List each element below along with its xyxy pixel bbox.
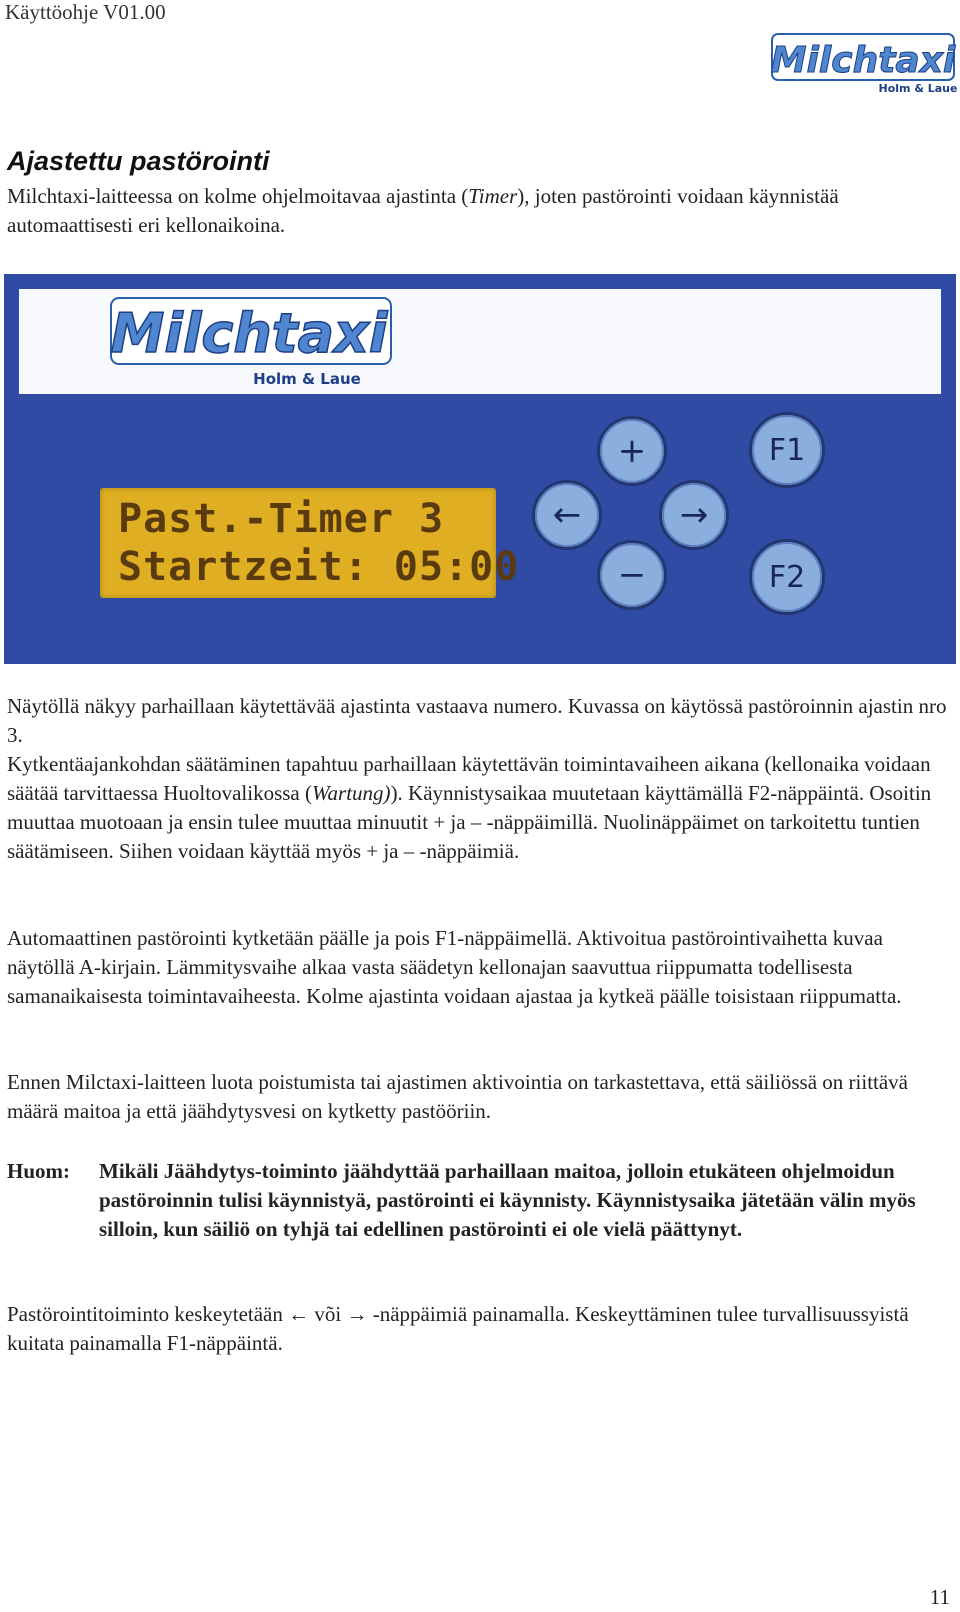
milchtaxi-logo [768,28,958,98]
intro-paragraph: Milchtaxi-laitteessa on kolme ohjelmoitavaa ajastinta (Timer), joten pastörointi voidaan käynnistää automaattisesti eri kellonaikoina. [7,184,839,237]
paragraph-automatic: Automaattinen pastörointi kytketään päälle ja pois F1-näppäimellä. Aktivoitua pastörointivaihetta kuvaa näytöllä A-kirjain. Lämmitysvaihe alkaa vasta säädetyn kellonajan saavuttua riippumatta todellisesta samanaikaisesta toimintavaiheesta. Kolme ajastinta voidaan ajastaa ja kytkeä päälle toisistaan riippumatta. [7,926,902,1008]
lcd-line-2: Startzeit: 05:00 [118,544,520,590]
left-arrow-button[interactable]: ← [532,480,602,550]
paragraph-adjust-time: Kytkentäajankohdan säätäminen tapahtuu parhaillaan käytettävän toimintavaiheen aikana (kellonaika voidaan säätää tarvittaessa Huoltovalikossa (Wartung)). Käynnistysaikaa muutetaan käyttämällä F2-näppäintä. Osoitin muuttaa muotoaan ja ensin tulee muuttaa minuutit + ja – -näppäimillä. Nuolinäppäimet on tarkoitettu tuntien säätämiseen. Siihen voidaan käyttää myös + ja – -näppäimiä. [7,752,932,863]
paragraph-interrupt: Pastörointitoiminto keskeytetään ← või → -näppäimiä painamalla. Keskeyttäminen tulee turvallisuussyistä kuitata painamalla F1-näppäintä. [7,1302,909,1355]
f2-button[interactable]: F2 [749,539,825,615]
note-text: Mikäli Jäähdytys-toiminto jäähdyttää parhaillaan maitoa, jolloin etukäteen ohjelmoidun pastöroinnin tulisi käynnistyä, pastörointi ei käynnisty. Käynnistysaika jätetään välin myös silloin, kun säiliö on tyhjä tai edellinen pastörointi ei ole vielä päättynyt. [99,1159,916,1241]
note-label: Huom: [7,1159,70,1183]
panel-milchtaxi-logo [107,292,397,390]
svg-text:Milchtaxi: Milchtaxi [770,40,956,81]
svg-text:Holm & Laue: Holm & Laue [253,370,361,388]
right-arrow-button[interactable]: → [659,480,729,550]
document-header-title: Käyttöohje V01.00 [5,0,166,24]
lcd-display [100,488,520,598]
paragraph-display-info: Näytöllä näkyy parhaillaan käytettävää ajastinta vastaava numero. Kuvassa on käytössä pastöroinnin ajastin nro 3. [7,694,947,747]
lcd-line-1: Past.-Timer 3 [118,496,445,542]
page-number: 11 [929,1585,950,1609]
paragraph-before-leaving: Ennen Milctaxi-laitteen luota poistumista tai ajastimen aktivointia on tarkastettava, että säiliössä on riittävä määrä maitoa ja että jäähdytysvesi on kytketty pastööriin. [7,1070,909,1123]
svg-text:Milchtaxi: Milchtaxi [110,302,388,365]
section-heading: Ajastettu pastörointi [7,146,270,176]
minus-button[interactable]: − [597,540,667,610]
svg-text:Holm & Laue: Holm & Laue [878,82,958,95]
plus-button[interactable]: + [597,416,667,486]
f1-button[interactable]: F1 [749,412,825,488]
device-control-panel [4,274,956,664]
